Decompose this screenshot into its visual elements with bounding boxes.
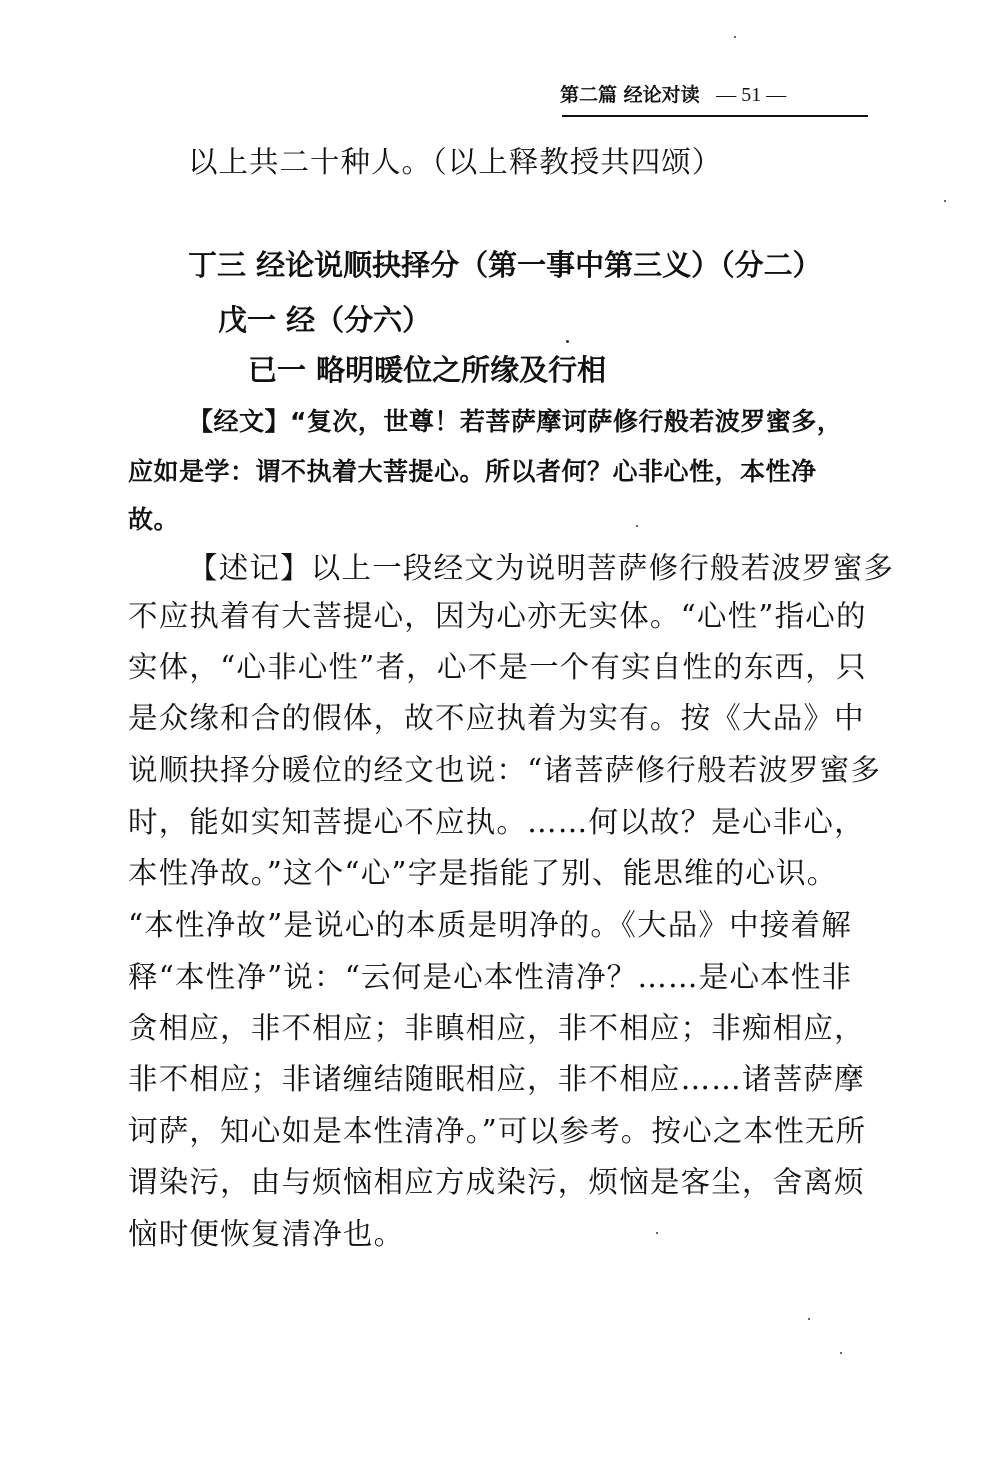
scan-speck <box>840 1352 842 1354</box>
scan-speck <box>734 36 736 38</box>
commentary-line: 非不相应；非诸缠结随眠相应，非不相应……诸菩萨摩 <box>128 1062 865 1096</box>
scan-speck <box>808 1318 810 1320</box>
scan-speck <box>656 1232 658 1234</box>
commentary-line: 时，能如实知菩提心不应执。……何以故？是心非心， <box>128 805 865 839</box>
commentary-line: 释“本性净”说：“云何是心本性清净？……是心本性非 <box>128 960 853 994</box>
commentary-line: 本性净故。”这个“心”字是指能了别、能思维的心识。 <box>128 856 838 890</box>
running-header <box>560 80 870 116</box>
header-title: 第二篇 经论对读 <box>560 84 700 106</box>
commentary-line: 实体，“心非心性”者，心不是一个有实自性的东西，只 <box>128 650 867 684</box>
commentary-line: 诃萨，知心如是本性清净。”可以参考。按心之本性无所 <box>128 1114 867 1148</box>
commentary-line: 贪相应，非不相应；非瞋相应，非不相应；非痴相应， <box>128 1011 865 1045</box>
commentary-line: 【述记】以上一段经文为说明菩萨修行般若波罗蜜多 <box>188 551 895 585</box>
commentary-line: 谓染污，由与烦恼相应方成染污，烦恼是客尘，舍离烦 <box>128 1165 865 1199</box>
commentary-line: 不应执着有大菩提心，因为心亦无实体。“心性”指心的 <box>128 599 867 633</box>
sutra-line: 应如是学：谓不执着大菩提心。所以者何？心非心性，本性净 <box>128 457 817 486</box>
scan-speck <box>944 200 946 202</box>
sutra-line: 故。 <box>128 505 180 534</box>
header-rule <box>562 115 868 117</box>
commentary-line: 是众缘和合的假体，故不应执着为实有。按《大品》中 <box>128 701 865 735</box>
commentary-line: 说顺抉择分暖位的经文也说：“诸菩萨修行般若波罗蜜多 <box>128 753 882 787</box>
sutra-line: 【经文】“复次，世尊！若菩萨摩诃萨修行般若波罗蜜多， <box>188 407 843 436</box>
heading-ji-yi: 已一 略明暖位之所缘及行相 <box>248 353 607 387</box>
page-number: — 51 — <box>716 84 787 106</box>
scan-speck <box>636 525 638 527</box>
summary-line: 以上共二十种人。（以上释教授共四颂） <box>188 145 723 179</box>
heading-wu-yi: 戊一 经（分六） <box>218 303 432 337</box>
commentary-line: 恼时便恢复清净也。 <box>128 1217 405 1251</box>
scan-speck <box>566 340 569 343</box>
commentary-line: “本性净故”是说心的本质是明净的。《大品》中接着解 <box>128 908 852 942</box>
heading-ding-san: 丁三 经论说顺抉择分（第一事中第三义）（分二） <box>188 248 822 282</box>
